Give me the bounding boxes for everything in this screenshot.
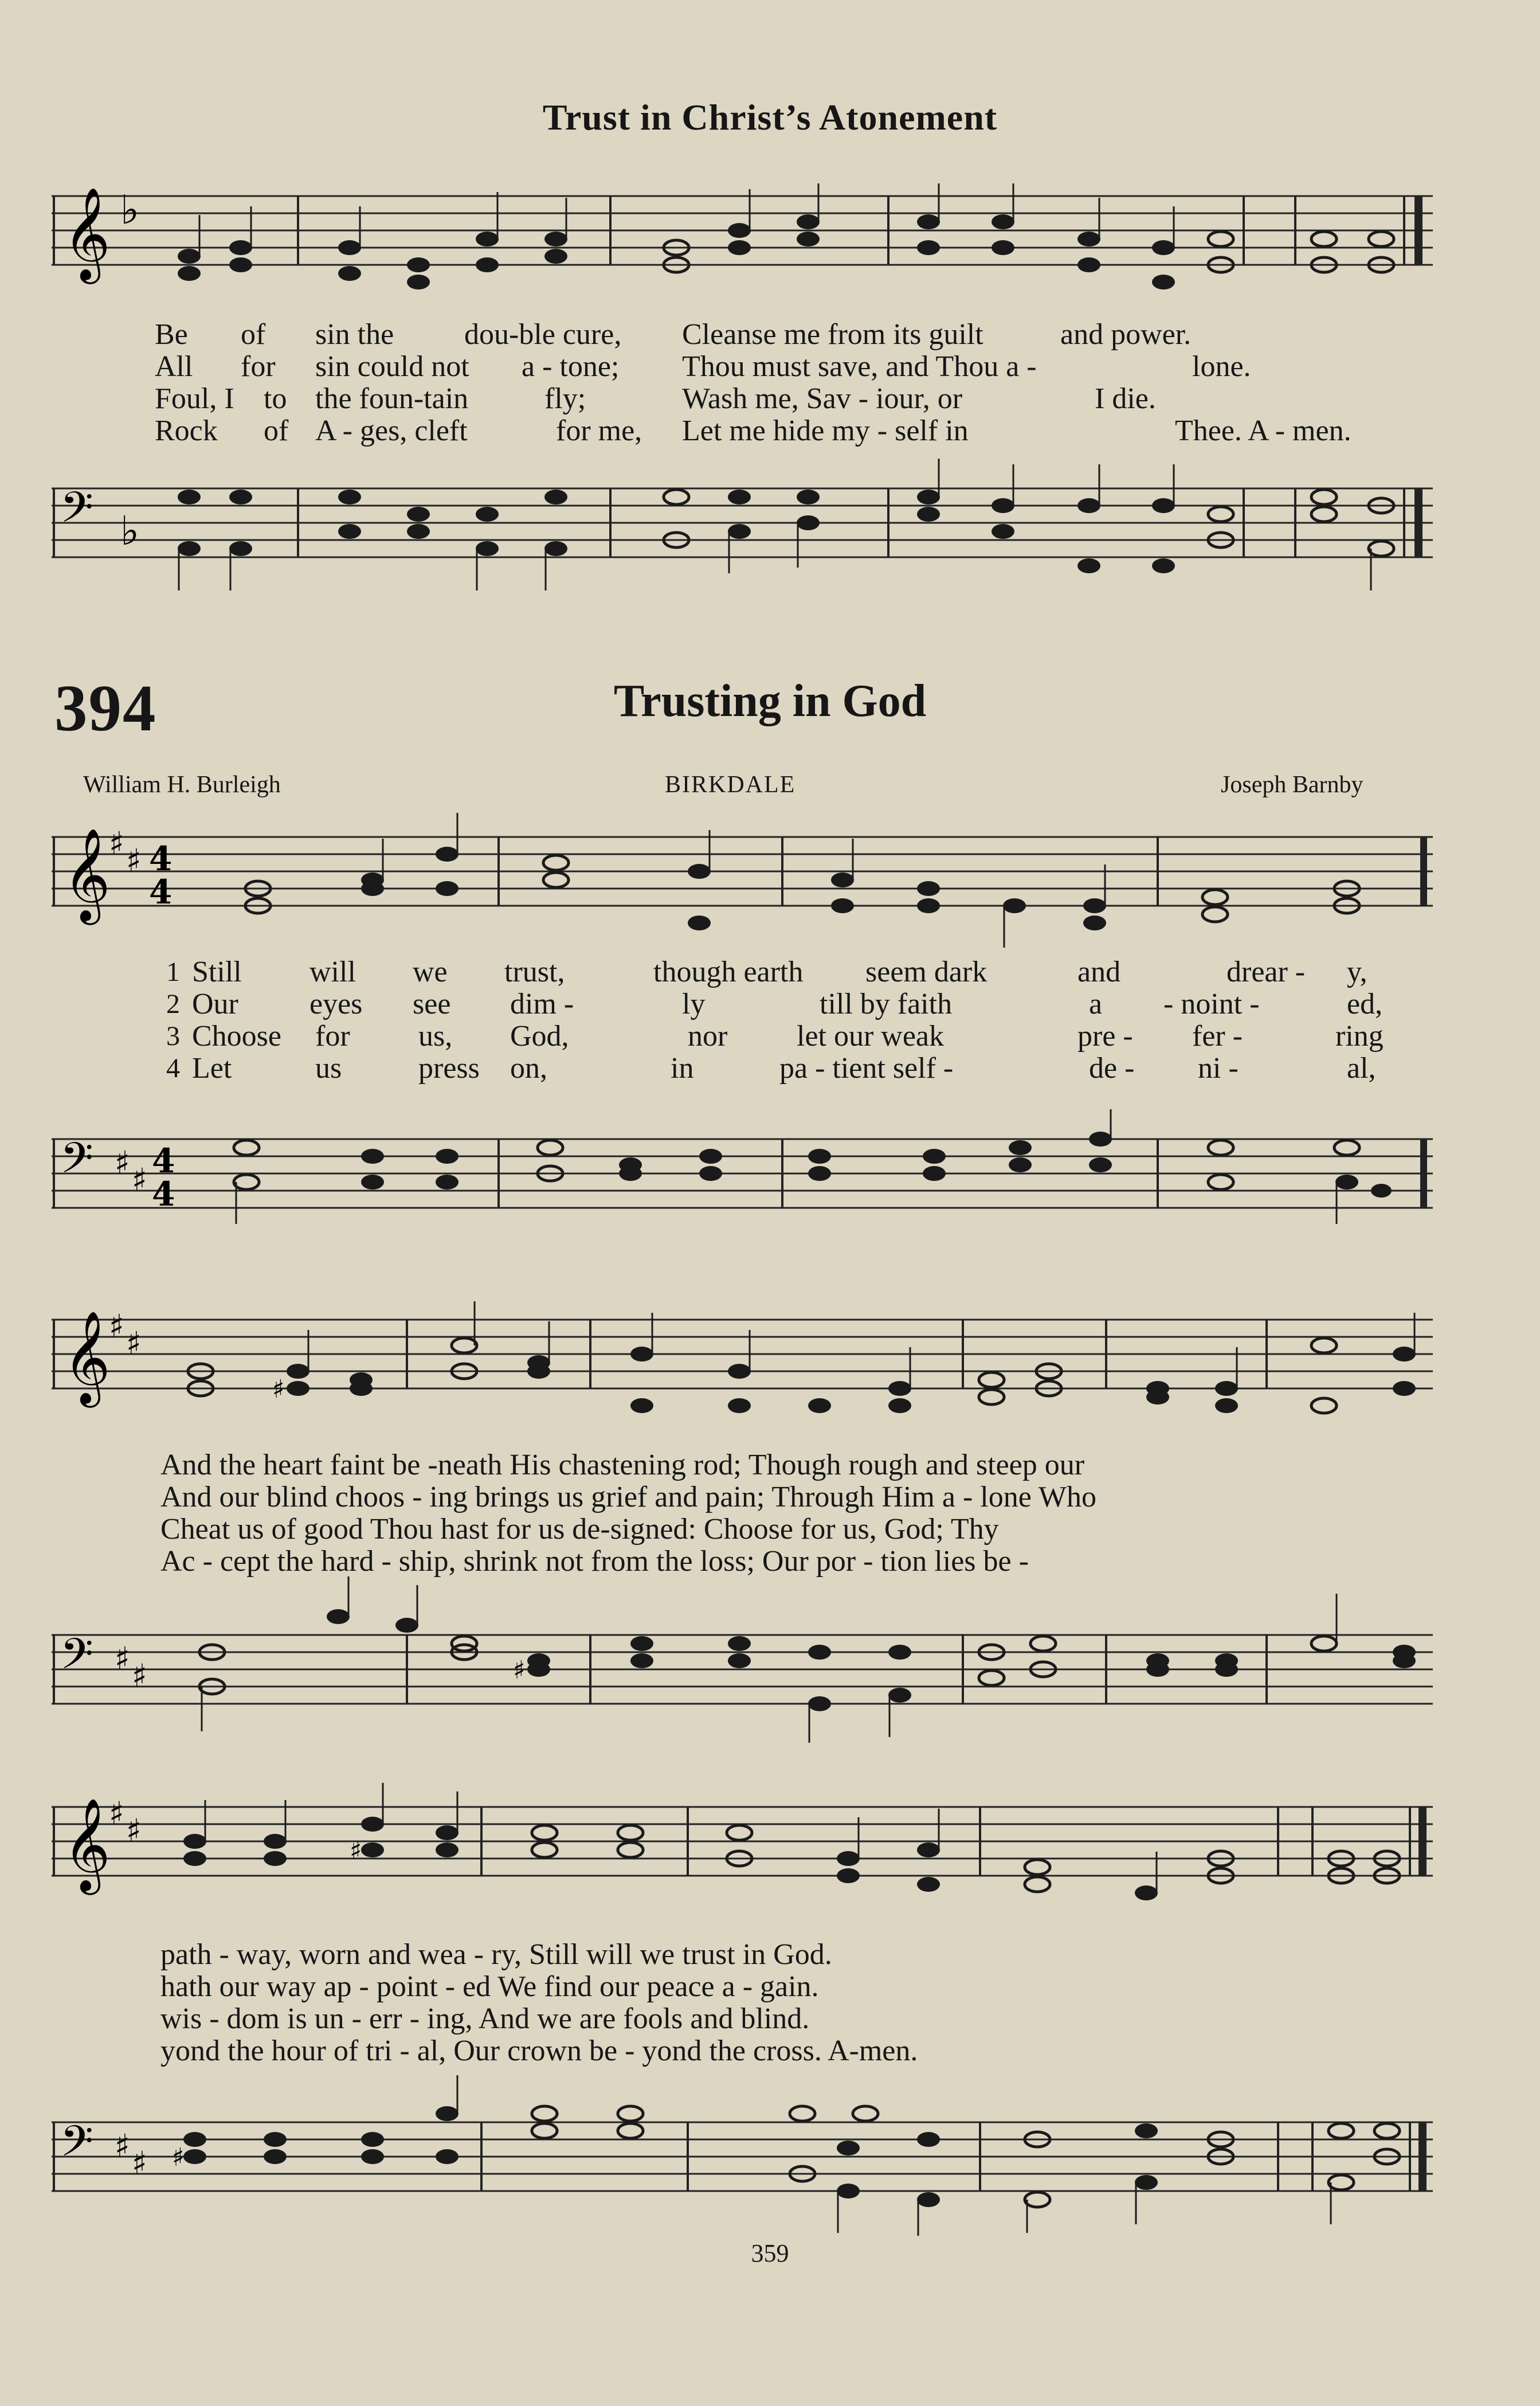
lyric-word: nor: [688, 1020, 728, 1053]
hymn-394-bass-staff-1: [52, 1132, 1433, 1247]
lyric-word: us: [315, 1052, 342, 1085]
svg-text:𝄞: 𝄞: [63, 828, 111, 921]
verse-number: 4: [166, 1053, 180, 1083]
svg-text:♯: ♯: [115, 2127, 130, 2164]
lyric-word: y,: [1347, 956, 1367, 988]
lyric-word: Foul, I: [155, 382, 234, 415]
lyric-word: of: [241, 318, 266, 351]
svg-text:♯: ♯: [350, 1836, 362, 1865]
svg-text:♯: ♯: [132, 1657, 147, 1694]
hymn-394-treble-staff-1: [52, 825, 1433, 945]
lyric-word: of: [264, 414, 289, 447]
lyric-word: Let: [192, 1052, 232, 1085]
svg-text:♯: ♯: [115, 1144, 130, 1181]
svg-text:♯: ♯: [272, 1375, 285, 1404]
lyric-word: dim -: [510, 988, 574, 1020]
lyric-line-text: Cheat us of good Thou hast for us de-signed: Choose for us, God; Thy: [160, 1513, 999, 1546]
lyric-word: ly: [682, 988, 706, 1020]
lyric-line-text: And the heart faint be -neath His chastening rod; Though rough and steep our: [160, 1449, 1085, 1481]
lyric-word: ed,: [1347, 988, 1383, 1020]
svg-text:♯: ♯: [132, 1161, 147, 1198]
lyric-word: A - ges, cleft: [315, 414, 468, 447]
hymn-394-treble-staff-2: [52, 1308, 1433, 1427]
lyric-line: [52, 351, 1433, 383]
svg-text:𝄞: 𝄞: [63, 1310, 111, 1404]
hymn-394-title: Trusting in God: [613, 676, 927, 726]
lyric-word: Our: [192, 988, 238, 1020]
hymn-394-bass-staff-2: [52, 1628, 1433, 1743]
svg-text:♯: ♯: [109, 1308, 124, 1344]
lyric-word: and: [1077, 956, 1121, 988]
lyric-word: and power.: [1060, 318, 1192, 351]
lyric-word: on,: [510, 1052, 547, 1085]
composer-credit: Joseph Barnby: [1221, 772, 1363, 798]
lyric-word: for: [315, 1020, 350, 1053]
tune-name: BIRKDALE: [665, 772, 796, 798]
hymn-number: 394: [54, 672, 157, 745]
svg-text:♭: ♭: [120, 186, 140, 233]
lyric-word: in: [671, 1052, 694, 1085]
hymn-394-lyrics-2: [52, 1449, 1433, 1578]
lyric-word: Choose: [192, 1020, 281, 1053]
lyric-word: trust,: [504, 956, 565, 988]
verse-number: 3: [166, 1021, 180, 1051]
lyric-word: Cleanse me from its guilt: [682, 318, 983, 351]
lyric-word: Still: [192, 956, 242, 988]
lyric-line: [52, 1513, 1433, 1546]
hymn-393-treble-staff: [52, 186, 1433, 304]
svg-text:4: 4: [149, 839, 173, 878]
svg-text:♯: ♯: [109, 825, 124, 862]
lyric-word: dou-ble cure,: [464, 318, 622, 351]
svg-text:𝄢: 𝄢: [60, 1133, 93, 1194]
hymn-394-lyrics-1: [52, 956, 1433, 1085]
lyric-line: [52, 319, 1433, 351]
lyric-word: press: [418, 1052, 480, 1085]
lyric-word: lone.: [1192, 350, 1251, 383]
lyric-line: [52, 1971, 1433, 2003]
svg-text:♯: ♯: [109, 1795, 124, 1832]
svg-text:4: 4: [152, 1141, 175, 1180]
svg-text:♯: ♯: [126, 1812, 142, 1849]
lyric-word: a - tone;: [522, 350, 620, 383]
lyric-word: Thou must save, and Thou a -: [682, 350, 1037, 383]
lyric-line: [52, 1481, 1433, 1513]
lyric-word: - noint -: [1163, 988, 1260, 1020]
hymn-393-bass-staff: [52, 482, 1433, 596]
svg-text:𝄢: 𝄢: [60, 483, 93, 543]
svg-text:4: 4: [149, 873, 173, 911]
lyric-word: us,: [418, 1020, 453, 1053]
author-credit: William H. Burleigh: [83, 772, 281, 798]
hymn-394-treble-staff-3: [52, 1795, 1433, 1915]
hymn-393-title: Trust in Christ’s Atonement: [542, 97, 998, 138]
svg-text:♯: ♯: [172, 2143, 185, 2172]
lyric-line-text: wis - dom is un - err - ing, And we are fools and blind.: [160, 2002, 810, 2035]
lyric-word: sin could not: [315, 350, 469, 383]
hymn-394-bass-staff-3: [52, 2115, 1433, 2230]
lyric-word: fer -: [1192, 1020, 1243, 1053]
lyric-word: al,: [1347, 1052, 1376, 1085]
lyric-word: Be: [155, 318, 188, 351]
lyric-line: [52, 956, 1433, 988]
lyric-word: eyes: [309, 988, 363, 1020]
lyric-line: [52, 383, 1433, 415]
svg-text:♯: ♯: [126, 1325, 142, 1362]
lyric-line: [52, 1546, 1433, 1578]
svg-text:♯: ♯: [513, 1656, 526, 1685]
svg-text:𝄞: 𝄞: [63, 1798, 111, 1891]
lyric-word: will: [309, 956, 356, 988]
lyric-word: see: [413, 988, 451, 1020]
lyric-line-text: path - way, worn and wea - ry, Still will we trust in God.: [160, 1938, 832, 1971]
svg-text:4: 4: [152, 1175, 175, 1214]
lyric-word: fly;: [544, 382, 586, 415]
lyric-word: God,: [510, 1020, 569, 1053]
lyric-line-text: yond the hour of tri - al, Our crown be - yond the cross. A-men.: [160, 2035, 918, 2067]
lyric-word: a: [1089, 988, 1103, 1020]
verse-number: 1: [166, 957, 180, 987]
lyric-word: we: [413, 956, 448, 988]
lyric-word: ni -: [1198, 1052, 1239, 1085]
lyric-line: [52, 1939, 1433, 1971]
svg-text:𝄢: 𝄢: [60, 2117, 93, 2177]
lyric-word: till by faith: [820, 988, 953, 1020]
lyric-word: for: [241, 350, 276, 383]
lyric-word: pre -: [1077, 1020, 1133, 1053]
lyric-word: pa - tient self -: [779, 1052, 954, 1085]
lyric-word: Let me hide my - self in: [682, 414, 969, 447]
lyric-line-text: Ac - cept the hard - ship, shrink not from the loss; Our por - tion lies be -: [160, 1545, 1029, 1578]
lyric-word: let our weak: [797, 1020, 945, 1053]
lyric-word: the foun-tain: [315, 382, 469, 415]
lyric-word: All: [155, 350, 193, 383]
lyric-line: [52, 2003, 1433, 2035]
svg-text:♭: ♭: [120, 507, 140, 554]
lyric-line: [52, 2035, 1433, 2067]
svg-text:𝄞: 𝄞: [63, 187, 111, 280]
lyric-word: Wash me, Sav - iour, or: [682, 382, 963, 415]
lyric-word: I die.: [1095, 382, 1156, 415]
lyric-line: [52, 1020, 1433, 1053]
hymn-393-lyrics: [52, 319, 1433, 447]
lyric-line: [52, 1449, 1433, 1481]
svg-text:♯: ♯: [132, 2145, 147, 2181]
lyric-line-text: And our blind choos - ing brings us grief and pain; Through Him a - lone Who: [160, 1481, 1096, 1513]
page-number: 359: [751, 2239, 789, 2267]
verse-number: 2: [166, 989, 180, 1019]
lyric-word: seem dark: [865, 956, 988, 988]
lyric-word: for me,: [556, 414, 642, 447]
lyric-line: [52, 1053, 1433, 1085]
hymn-394-lyrics-3: [52, 1939, 1433, 2067]
lyric-word: drear -: [1226, 956, 1306, 988]
lyric-word: Rock: [155, 414, 218, 447]
lyric-line-text: hath our way ap - point - ed We find our peace a - gain.: [160, 1970, 819, 2003]
lyric-word: to: [264, 382, 287, 415]
lyric-word: though earth: [653, 956, 804, 988]
lyric-word: Thee. A - men.: [1175, 414, 1351, 447]
lyric-line: [52, 415, 1433, 447]
svg-text:♯: ♯: [126, 842, 142, 879]
lyric-line: [52, 988, 1433, 1020]
svg-text:𝄢: 𝄢: [60, 1629, 93, 1689]
lyric-word: ring: [1335, 1020, 1384, 1053]
lyric-word: sin the: [315, 318, 394, 351]
svg-text:♯: ♯: [115, 1640, 130, 1677]
lyric-word: de -: [1089, 1052, 1135, 1085]
